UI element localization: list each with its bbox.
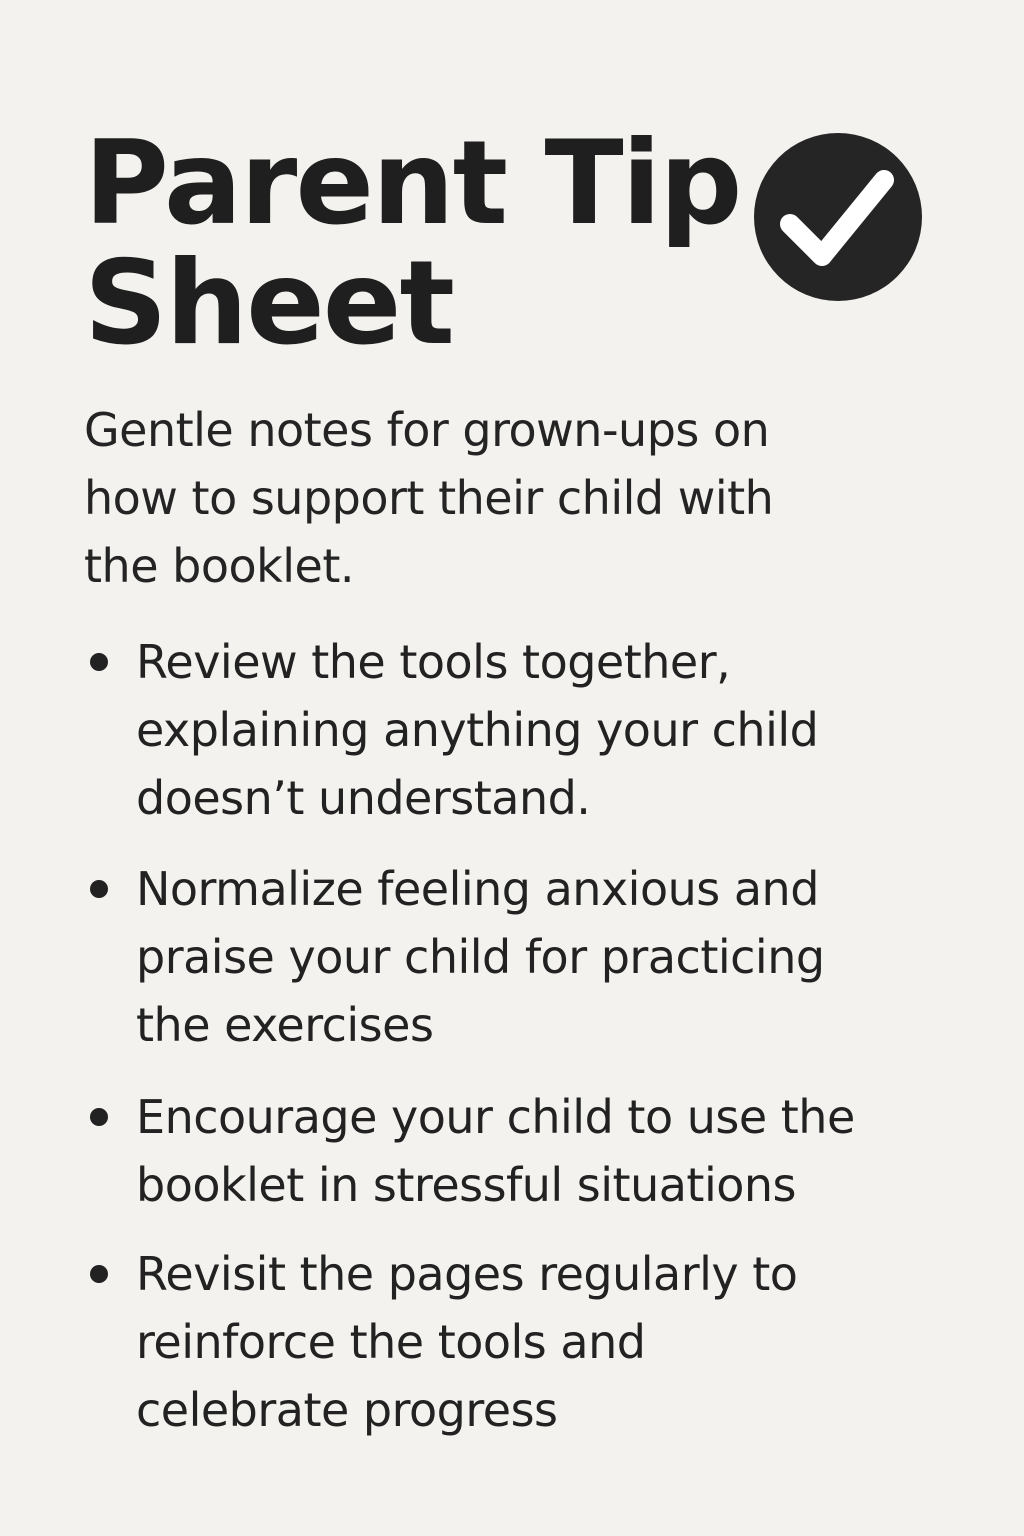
tip-text (136, 1240, 986, 1444)
tip-text (136, 1083, 986, 1219)
tip-line: Revisit the pages regularly to (136, 1247, 798, 1301)
title-line-1: Parent Tip (84, 116, 741, 251)
bullet-dot-icon (90, 1265, 108, 1283)
tip-line: Normalize feeling anxious and (136, 862, 819, 916)
tip-line: reinforce the tools and (136, 1315, 646, 1369)
title-line-2: Sheet (84, 236, 453, 371)
tip-line: praise your child for practicing (136, 930, 825, 984)
tip-text (136, 628, 986, 832)
bullet-dot-icon (90, 653, 108, 671)
bullet-dot-icon (90, 880, 108, 898)
intro-line-1: Gentle notes for grown-ups on (84, 403, 770, 457)
tip-line: booklet in stressful situations (136, 1158, 797, 1212)
intro-line-3: the booklet. (84, 539, 354, 593)
tip-line: Encourage your child to use the (136, 1090, 855, 1144)
tip-text (136, 855, 986, 1059)
bullet-dot-icon (90, 1108, 108, 1126)
tip-line: Review the tools together, (136, 635, 731, 689)
intro-line-2: how to support their child with (84, 471, 774, 525)
tip-line: the exercises (136, 998, 434, 1052)
tip-line: doesn’t understand. (136, 771, 591, 825)
tip-line: celebrate progress (136, 1383, 558, 1437)
tip-line: explaining anything your child (136, 703, 819, 757)
